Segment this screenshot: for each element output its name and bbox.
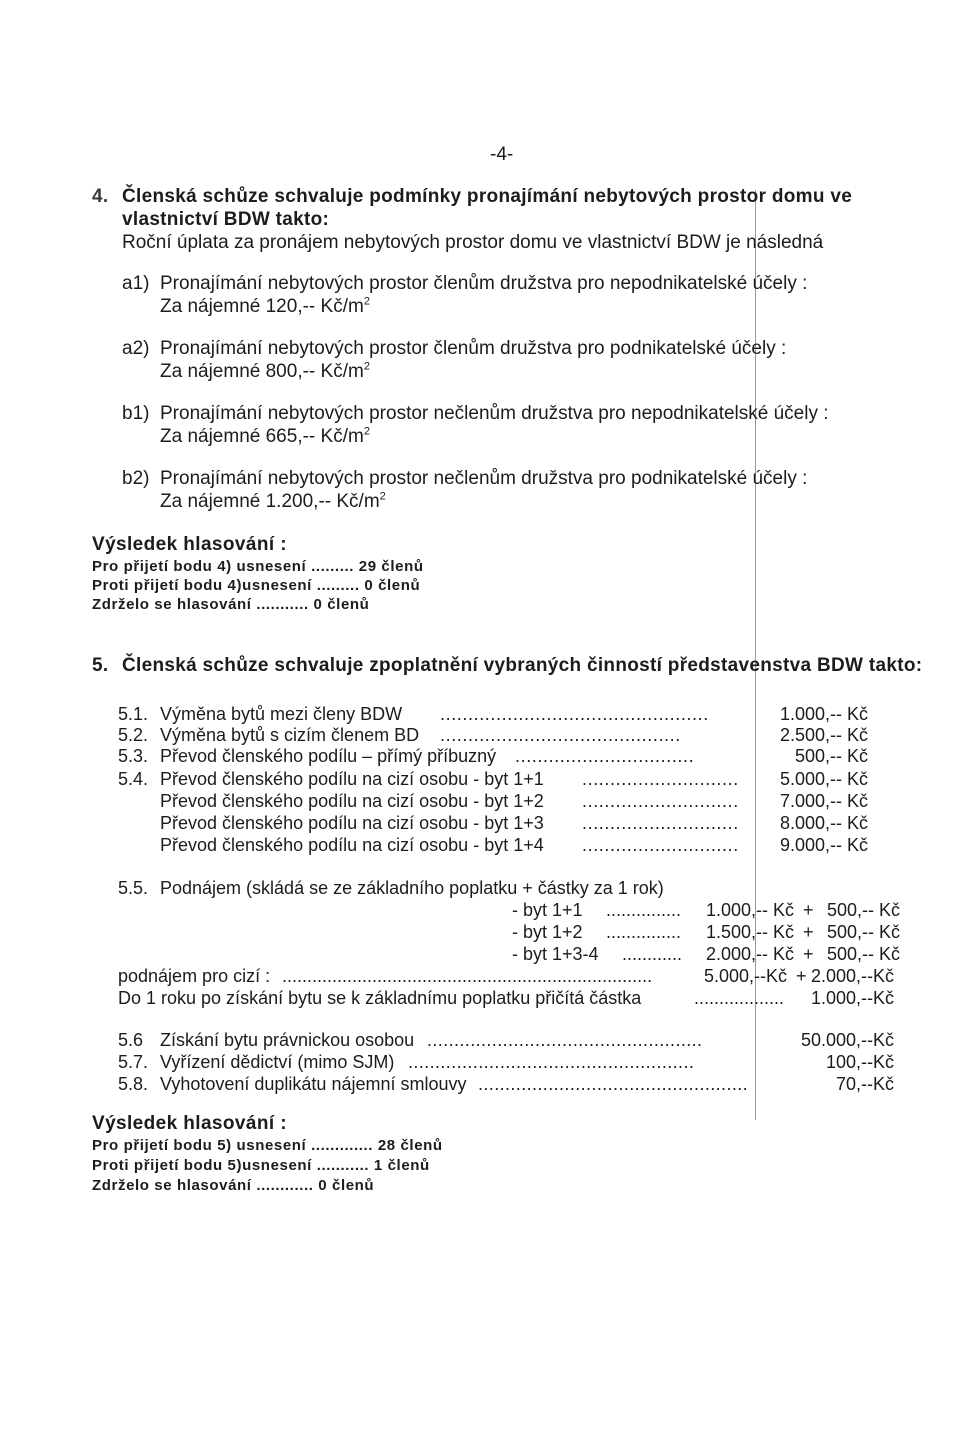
fee-number: 5.2. [118, 725, 149, 745]
vote-heading: Výsledek hlasování : [92, 1113, 287, 1134]
sublease-base-fee: 1.500,-- Kč [705, 922, 794, 942]
rent-exponent: 2 [363, 360, 370, 373]
sublease-year-fee: 500,-- Kč [826, 922, 900, 942]
fee-amount: 70,--Kč [835, 1074, 894, 1094]
fee-number: 5.7. [118, 1052, 149, 1072]
fee-text: Převod členského podílu na cizí osobu - byt 1+3 [160, 813, 544, 833]
fee-text: Převod členského podílu na cizí osobu - byt 1+1 [160, 769, 544, 789]
sublease-row-dots: ............ [622, 944, 683, 964]
fee-dots: ............................ [582, 769, 739, 789]
fee-dots: ............................ [582, 791, 739, 811]
fee-amount: 50.000,--Kč [800, 1030, 894, 1050]
vote-line: Proti přijetí bodu 5)usnesení ........... 1 členů [92, 1157, 430, 1174]
vote-line: Proti přijetí bodu 4)usnesení ......... 0 členů [92, 577, 421, 594]
foreign-sublease-label: podnájem pro cizí : [118, 966, 271, 986]
sublease-year-fee: 500,-- Kč [826, 900, 900, 920]
sublease-row-label: - byt 1+3-4 [512, 944, 599, 964]
item-label: a2) [122, 338, 150, 359]
first-year-dots: .................. [694, 988, 785, 1008]
fee-amount: 100,--Kč [825, 1052, 894, 1072]
fee-number: 5.8. [118, 1074, 149, 1094]
fee-text: Vyhotovení duplikátu nájemní smlouvy [160, 1074, 467, 1094]
foreign-sublease-base: 5.000,--Kč [703, 966, 787, 986]
fee-text: Převod členského podílu na cizí osobu - byt 1+2 [160, 791, 544, 811]
section4-intro: Roční úplata za pronájem nebytových prostor domu ve vlastnictví BDW je následná [122, 232, 824, 253]
item-text: Pronajímání nebytových prostor nečlenům družstva pro nepodnikatelské účely : [160, 403, 829, 424]
fee-dots: ............................ [582, 835, 739, 855]
rent-text: Za nájemné 665,-- Kč/m [160, 426, 364, 447]
section4-heading-line1: Členská schůze schvaluje podmínky pronajímání nebytových prostor domu ve [122, 186, 853, 207]
fee-amount: 7.000,-- Kč [779, 791, 868, 811]
fee-text: Vyřízení dědictví (mimo SJM) [160, 1052, 395, 1072]
rent-text: Za nájemné 120,-- Kč/m [160, 296, 364, 317]
vote-line: Zdrželo se hlasování ........... 0 členů [92, 596, 370, 613]
rent-exponent: 2 [363, 425, 370, 438]
first-year-amount: 1.000,--Kč [810, 988, 894, 1008]
fee-number: 5.1. [118, 704, 149, 724]
fee-text: Výměna bytů s cizím členem BD [160, 725, 420, 745]
first-year-text: Do 1 roku po získání bytu se k základnímu poplatku přičítá částka [118, 988, 642, 1008]
fee-number: 5.6 [118, 1030, 144, 1050]
item-label: b2) [122, 468, 150, 489]
foreign-sublease-plus: + [796, 966, 807, 986]
fee-amount: 8.000,-- Kč [779, 813, 868, 833]
sublease-row-label: - byt 1+2 [512, 922, 583, 942]
sublease-row-dots: ............... [606, 900, 682, 920]
fee-dots: ........................................... [440, 725, 681, 745]
item-label: b1) [122, 403, 150, 424]
fee-amount: 9.000,-- Kč [779, 835, 868, 855]
vote-line: Zdrželo se hlasování ............ 0 členů [92, 1177, 375, 1194]
section5-number: 5. [92, 655, 109, 676]
fee-text: Získání bytu právnickou osobou [160, 1030, 415, 1050]
fee-amount: 5.000,-- Kč [779, 769, 868, 789]
item-rent [160, 491, 386, 513]
sublease-row-label: - byt 1+1 [512, 900, 583, 920]
vote-line: Pro přijetí bodu 4) usnesení ......... 29 členů [92, 558, 424, 575]
sublease-plus: + [803, 944, 814, 964]
fee-dots: ............................ [582, 813, 739, 833]
fee-number: 5.3. [118, 746, 149, 766]
foreign-sublease-year: 2.000,--Kč [810, 966, 894, 986]
fee-dots: ................................................... [427, 1030, 703, 1050]
sublease-year-fee: 500,-- Kč [826, 944, 900, 964]
vote-line: Pro přijetí bodu 5) usnesení ............. 28 členů [92, 1137, 443, 1154]
foreign-sublease-dots: .......................................................................... [282, 966, 653, 986]
fee-amount: 500,-- Kč [794, 746, 868, 766]
rent-text: Za nájemné 800,-- Kč/m [160, 361, 364, 382]
item-rent [160, 296, 370, 318]
fee-amount: 2.500,-- Kč [779, 725, 868, 745]
vote-heading: Výsledek hlasování : [92, 534, 287, 555]
fee-text: Převod členského podílu – přímý příbuzný [160, 746, 497, 766]
section4-heading-line2: vlastnictví BDW takto: [122, 209, 330, 230]
sublease-row-dots: ............... [606, 922, 682, 942]
section5-heading: Členská schůze schvaluje zpoplatnění vybraných činností představenstva BDW takto: [122, 655, 923, 676]
fee-dots: ................................................ [440, 704, 709, 724]
section4-number: 4. [92, 186, 109, 207]
rent-exponent: 2 [379, 490, 386, 503]
fee-text: Převod členského podílu na cizí osobu - byt 1+4 [160, 835, 544, 855]
item-rent [160, 361, 370, 383]
sublease-base-fee: 1.000,-- Kč [705, 900, 794, 920]
fee-text: Výměna bytů mezi členy BDW [160, 704, 403, 724]
rent-exponent: 2 [363, 295, 370, 308]
fee-dots: ..................................................... [408, 1052, 695, 1072]
sublease-text: Podnájem (skládá se ze základního poplatku + částky za 1 rok) [160, 878, 664, 898]
fee-amount: 1.000,-- Kč [779, 704, 868, 724]
sublease-base-fee: 2.000,-- Kč [705, 944, 794, 964]
item-text: Pronajímání nebytových prostor členům družstva pro podnikatelské účely : [160, 338, 787, 359]
page-number: -4- [490, 144, 514, 165]
item-label: a1) [122, 273, 150, 294]
item-rent [160, 426, 370, 448]
rent-text: Za nájemné 1.200,-- Kč/m [160, 491, 380, 512]
sublease-plus: + [803, 900, 814, 920]
sublease-plus: + [803, 922, 814, 942]
sublease-number: 5.5. [118, 878, 149, 898]
item-text: Pronajímání nebytových prostor členům družstva pro nepodnikatelské účely : [160, 273, 808, 294]
fee-dots: ................................ [515, 746, 695, 766]
fee-dots: .................................................. [478, 1074, 749, 1094]
fee-number: 5.4. [118, 769, 149, 789]
item-text: Pronajímání nebytových prostor nečlenům družstva pro podnikatelské účely : [160, 468, 808, 489]
